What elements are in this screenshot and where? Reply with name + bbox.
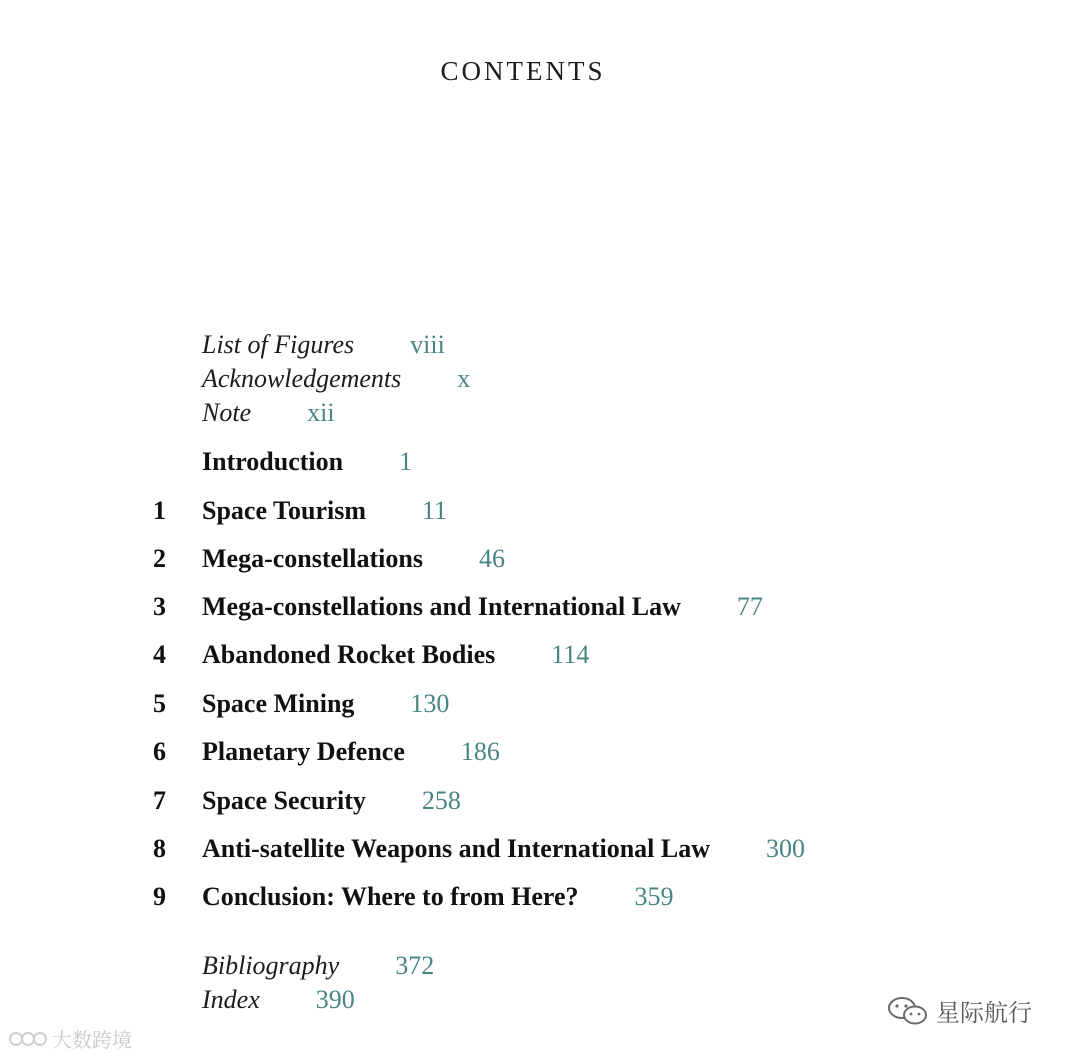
entry-page-number: 372 xyxy=(395,951,435,980)
chapter-number: 1 xyxy=(153,496,166,525)
entry-title: Acknowledgements xyxy=(202,364,402,393)
logo-icon xyxy=(8,1028,48,1050)
toc-entry-list-of-figures[interactable] xyxy=(202,330,445,360)
page-title: CONTENTS xyxy=(440,56,606,86)
toc-entry-chapter-2[interactable] xyxy=(202,544,505,574)
entry-page-number: 1 xyxy=(399,447,413,476)
chapter-number: 3 xyxy=(153,592,166,621)
chapter-number: 2 xyxy=(153,544,166,573)
toc-entry-chapter-7[interactable] xyxy=(202,786,461,816)
entry-title: Conclusion: Where to from Here? xyxy=(202,882,579,911)
entry-title: List of Figures xyxy=(202,330,355,359)
entry-title: Mega-constellations and International Law xyxy=(202,592,681,621)
chapter-number: 9 xyxy=(153,882,166,911)
entry-title: Planetary Defence xyxy=(202,737,405,766)
entry-page-number: 130 xyxy=(410,689,450,718)
entry-page-number: xii xyxy=(307,398,335,427)
toc-entry-introduction[interactable] xyxy=(202,447,412,477)
toc-entry-chapter-5[interactable] xyxy=(202,689,449,719)
entry-title: Mega-constellations xyxy=(202,544,423,573)
entry-title: Anti-satellite Weapons and International Law xyxy=(202,834,711,863)
entry-page-number: 77 xyxy=(736,592,763,621)
toc-entry-acknowledgements[interactable] xyxy=(202,364,470,394)
entry-page-number: 46 xyxy=(478,544,505,573)
entry-page-number: x xyxy=(457,364,471,393)
chapter-number: 7 xyxy=(153,786,166,815)
toc-entry-chapter-4[interactable] xyxy=(202,640,589,670)
toc-entry-chapter-1[interactable] xyxy=(202,496,447,526)
watermark-right-text: 星际航行 xyxy=(936,999,1032,1027)
watermark-left-text: 大数跨境 xyxy=(52,1028,132,1052)
entry-title: Abandoned Rocket Bodies xyxy=(202,640,496,669)
entry-title: Introduction xyxy=(202,447,344,476)
entry-title: Space Security xyxy=(202,786,366,815)
entry-title: Space Tourism xyxy=(202,496,366,525)
entry-page-number: 300 xyxy=(766,834,806,863)
entry-title: Index xyxy=(202,985,260,1014)
toc-entry-chapter-3[interactable] xyxy=(202,592,763,622)
toc-entry-note[interactable] xyxy=(202,398,335,428)
toc-entry-index[interactable] xyxy=(202,985,355,1015)
chapter-number: 6 xyxy=(153,737,166,766)
toc-entry-chapter-9[interactable] xyxy=(202,882,673,912)
toc-entry-bibliography[interactable] xyxy=(202,951,434,981)
entry-page-number: 390 xyxy=(315,985,355,1014)
watermark-right xyxy=(886,993,1032,1028)
entry-page-number: viii xyxy=(410,330,445,359)
toc-entry-chapter-8[interactable] xyxy=(202,834,805,864)
entry-page-number: 359 xyxy=(634,882,674,911)
wechat-icon xyxy=(886,994,930,1028)
watermark-left xyxy=(8,1024,132,1053)
chapter-number: 8 xyxy=(153,834,166,863)
entry-title: Note xyxy=(202,398,252,427)
entry-page-number: 258 xyxy=(421,786,461,815)
toc-entry-chapter-6[interactable] xyxy=(202,737,500,767)
chapter-number: 5 xyxy=(153,689,166,718)
entry-page-number: 11 xyxy=(422,496,448,525)
entry-page-number: 186 xyxy=(460,737,500,766)
entry-title: Space Mining xyxy=(202,689,355,718)
chapter-number: 4 xyxy=(153,640,166,669)
entry-title: Bibliography xyxy=(202,951,340,980)
entry-page-number: 114 xyxy=(551,640,590,669)
